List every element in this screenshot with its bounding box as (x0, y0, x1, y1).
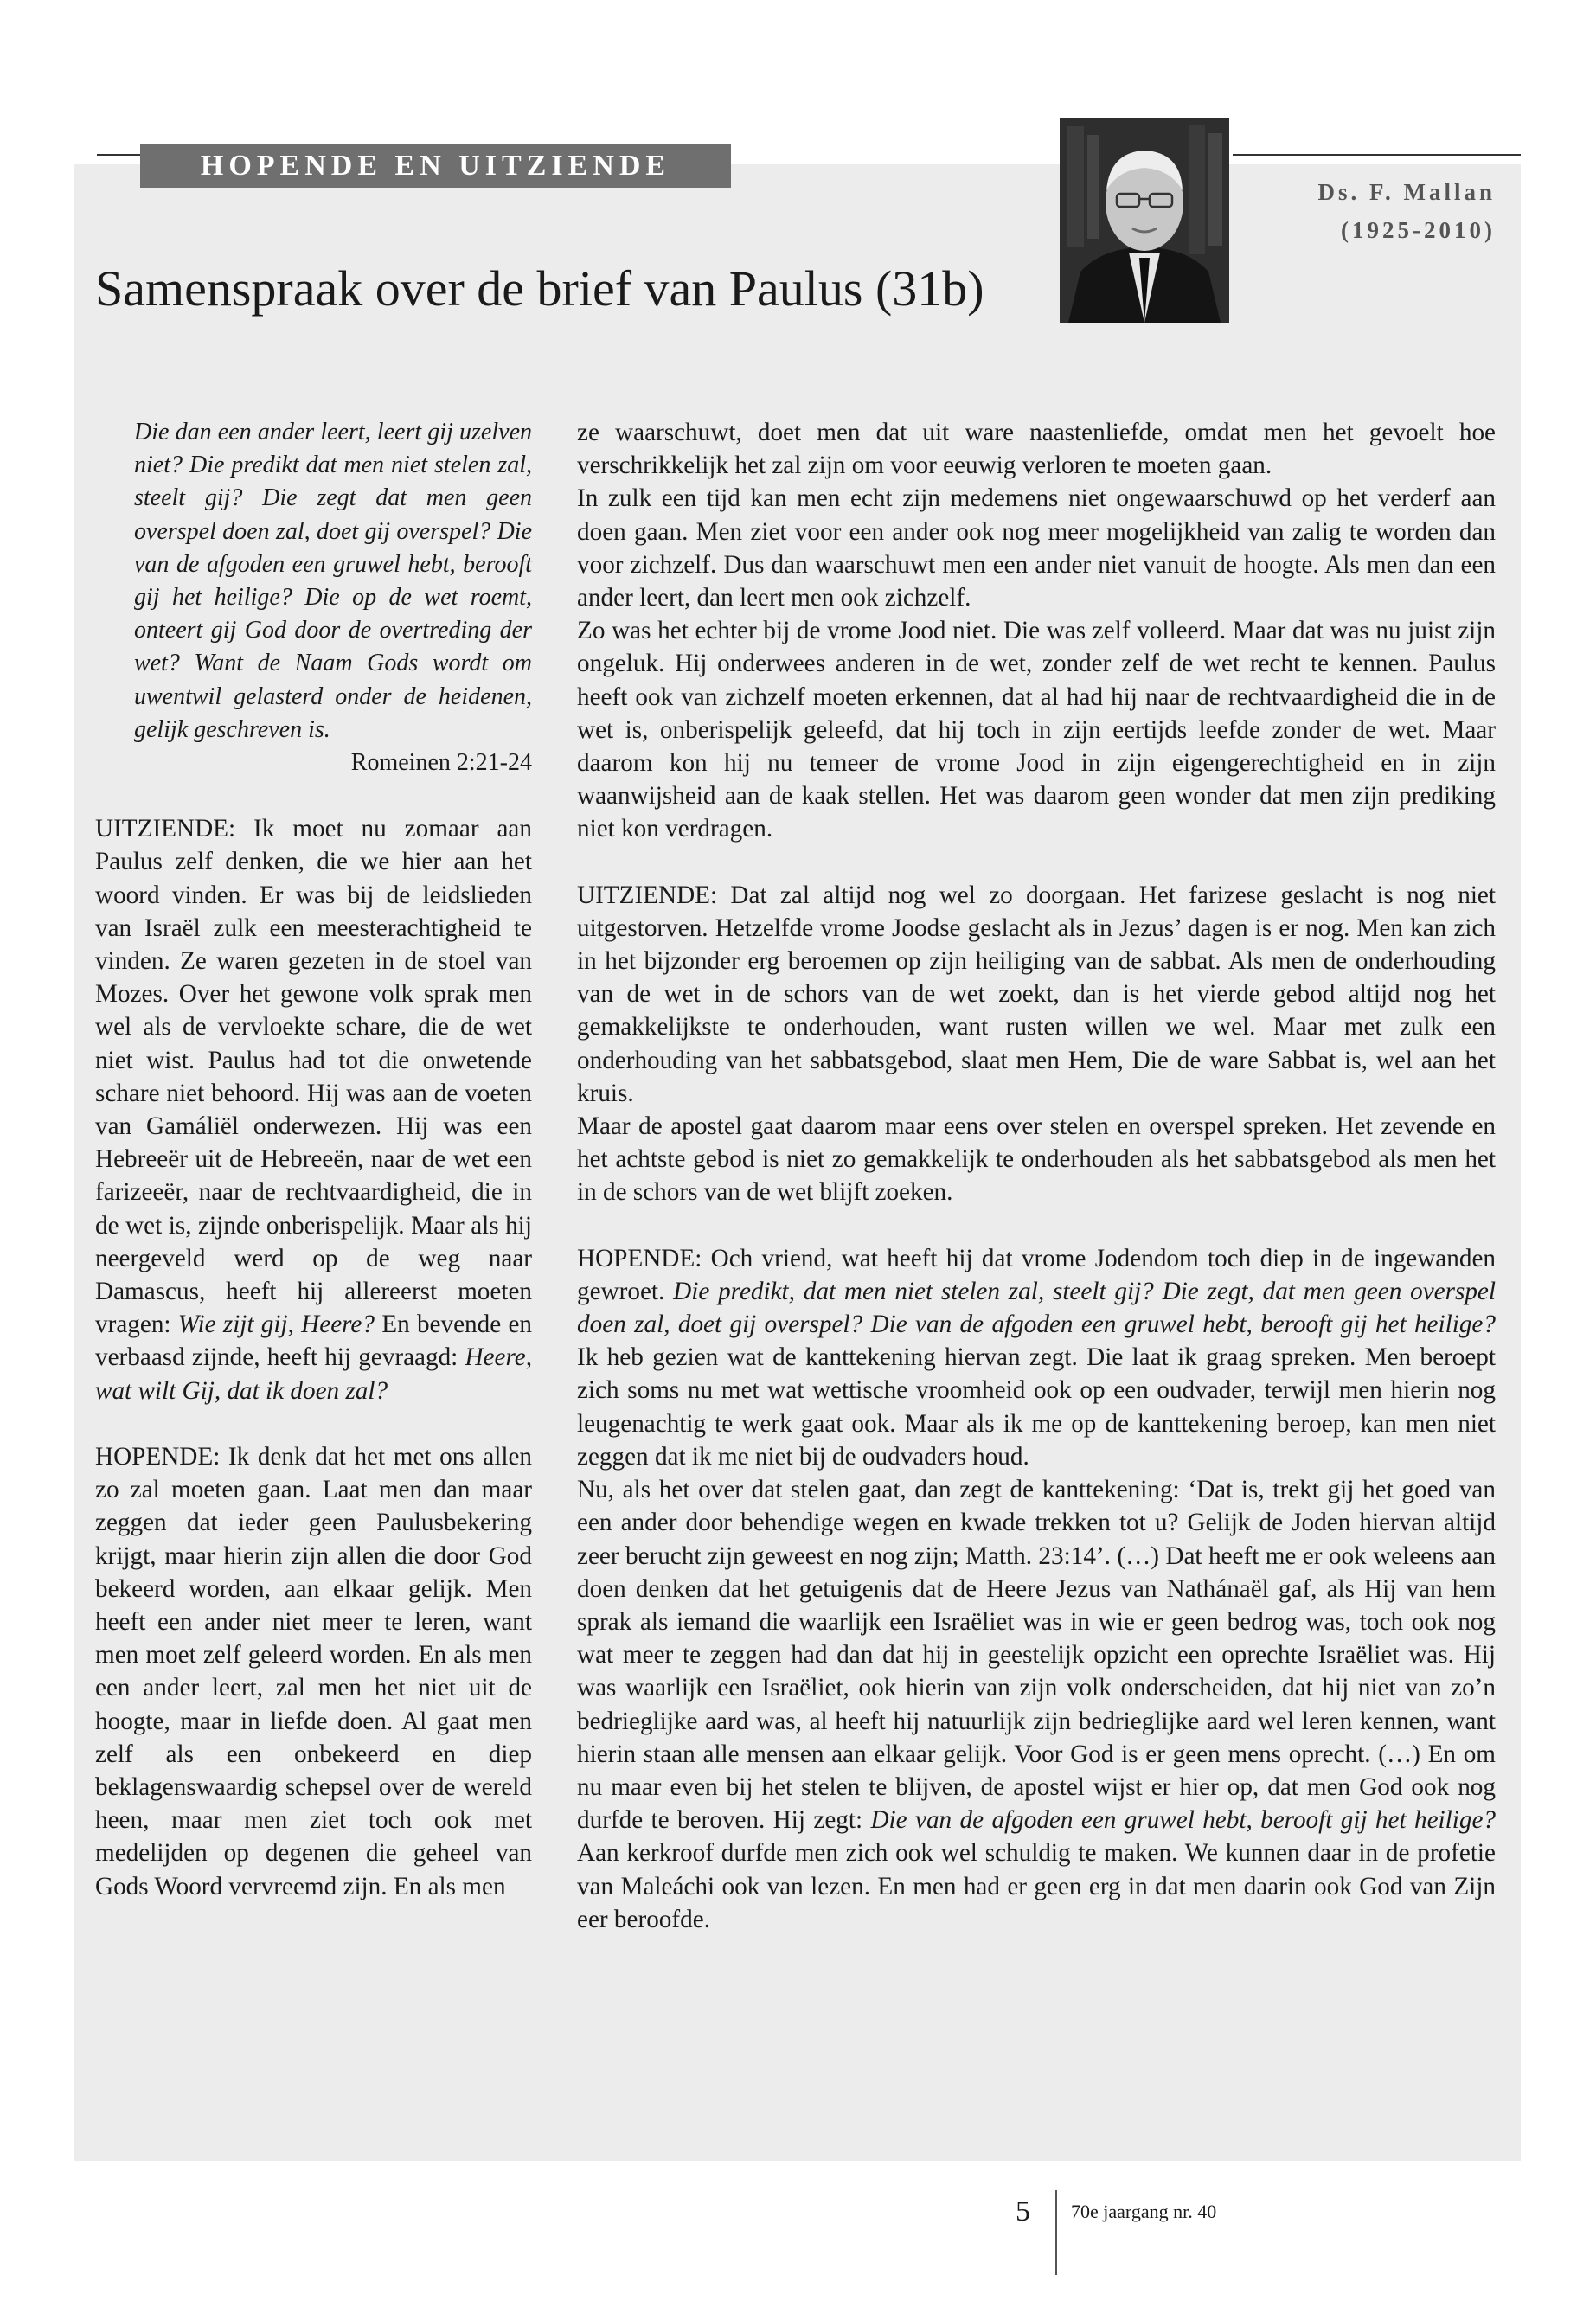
paragraph (577, 1473, 1496, 1936)
paragraph-quote: Heere, wat wilt Gij, dat ik doen zal? (95, 1343, 532, 1405)
scripture-quote: Die dan een ander leert, leert gij uzelven niet? Die predikt dat men niet stelen zal, steelt gij? Die zegt dat men geen overspel doen zal, doet gij overspel? Die van de afgoden een gruwel hebt, berooft gij het heilige? Die op de wet roemt, onteert gij God door de overtreding der wet? Want de Naam Gods wordt om uwentwil gelasterd onder de heidenen, gelijk geschreven is. (134, 419, 532, 743)
paragraph-quote: Wie zijt gij, Heere? (177, 1311, 375, 1339)
paragraph: ze waarschuwt, doet men dat uit ware naastenliefde, omdat men het gevoelt hoe verschrikkelijk het zal zijn om voor eeuwig verloren te moeten gaan. (577, 419, 1496, 480)
issue-info: 70e jaargang nr. 40 (1071, 2201, 1217, 2222)
paragraph-quote: Die van de afgoden een gruwel hebt, berooft gij het heilige? (870, 1806, 1496, 1835)
paragraph-text: Aan kerkroof durfde men zich ook wel schuldig te maken. We kunnen daar in de profetie van Maleáchi ook van lezen. En men had er geen erg in dat men daarin ook God van Zijn eer beroofde. (577, 1839, 1496, 1933)
paragraph-text: Ik heb gezien wat de kanttekening hiervan zegt. Die laat ik graag spreken. Men beroept zich soms nu met wat wettische vroomheid ook op een oudvader, terwijl men hierin nog leugenachtig te werk gaat ook. Maar als ik me op de kanttekening beroep, kan men niet zeggen dat ik me niet bij de oudvaders houd. (577, 1343, 1496, 1471)
page-number: 5 (1016, 2195, 1030, 2227)
paragraph: Zo was het echter bij de vrome Jood niet. Die was zelf volleerd. Maar dat was nu juist zijn ongeluk. Hij onderwees anderen in de wet, zonder zelf de wet recht te kennen. Paulus heeft ook van zichzelf moeten erkennen, dat al had hij naar de rechtvaardigheid die in de wet is, onberispelijk geleefd, dat hij toch in zijn eertijds leefde zonder de wet. Maar daarom kon hij nu temeer de vrome Jood in zijn eigengerechtigheid en in zijn waanwijsheid aan de kaak stellen. Het was daarom geen wonder dat men zijn prediking niet kon verdragen. (577, 617, 1496, 843)
left-column (95, 416, 532, 1903)
header-rule-right (1233, 154, 1521, 156)
paragraph: In zulk een tijd kan men echt zijn medemens niet ongewaarschuwd op het verderf aan doen gaan. Men ziet voor een ander ook nog meer mogelijkheid van zalig te worden dan voor zichzelf. Dus dan waarschuwt men een ander niet vanuit de hoogte. Als men dan een ander leert, dan leert men ook zichzelf. (577, 484, 1496, 612)
paragraph-text: HOPENDE: Och vriend, wat heeft hij dat vrome Jodendom toch diep in de ingewanden gewroet. (577, 1244, 1496, 1305)
right-column (577, 416, 1496, 1936)
author-years: (1925-2010) (1341, 217, 1496, 243)
paragraph-text: UITZIENDE: Ik moet nu zomaar aan Paulus zelf denken, die we hier aan het woord vinden. Er was bij de leidslieden van Israël zulk een meesterachtigheid te vinden. Ze waren gezeten in de stoel van Mozes. Over het gewone volk sprak men wel als de vervloekte schare, die de wet niet wist. Paulus had tot die onwetende schare niet behoord. Hij was aan de voeten van Gamáliël onderwezen. Hij was een Hebreeër uit de Hebreeën, naar de wet een farizeeër, naar de rechtvaardigheid, die in de wet is, zijnde onberispelijk. Maar als hij neergeveld werd op de weg naar Damascus, heeft hij allereerst moeten vragen: (95, 815, 532, 1339)
paragraph: UITZIENDE: Dat zal altijd nog wel zo doorgaan. Het farizese geslacht is nog niet uitgestorven. Hetzelfde vrome Joodse geslacht als in Jezus’ dagen is er nog. Men kan zich in het bijzonder erg beroemen op zijn heiliging van de sabbat. Als men de onderhouding van de wet in de schors van de wet zoekt, dan is het vierde gebod altijd nog het gemakkelijkste te onderhouden, want rusten willen we wel. Maar met zulk een onderhouding van het sabbatsgebod, slaat men Hem, Die de ware Sabbat is, wel aan het kruis. (577, 881, 1496, 1107)
paragraph-quote: Die predikt, dat men niet stelen zal, steelt gij? Die zegt, dat men geen overspel doen zal, doet gij overspel? Die van de afgoden een gruwel hebt, berooft gij het heilige? (577, 1277, 1497, 1339)
paragraph (577, 1242, 1496, 1473)
scripture-reference: Romeinen 2:21-24 (350, 749, 532, 777)
paragraph-text: En bevende en verbaasd zijnde, heeft hij gevraagd: (95, 1311, 532, 1372)
article-title: Samenspraak over de brief van Paulus (31b) (95, 260, 984, 317)
footer-rule (1055, 2190, 1057, 2275)
paragraph: HOPENDE: Ik denk dat het met ons allen zo zal moeten gaan. Laat men dan maar zeggen dat ieder geen Paulusbekering krijgt, maar hierin zijn allen die door God bekeerd worden, aan elkaar gelijk. Men heeft een ander niet meer te leren, want men moet zelf geleerd worden. En als men een ander leert, zal men het niet uit de hoogte, maar in liefde doen. Al gaat men zelf als een onbekeerd en diep beklagenswaardig schepsel over de wereld heen, maar men ziet toch ook met medelijden op degenen die geheel van Gods Woord vervreemd zijn. En als men (95, 1442, 532, 1900)
author-byline (1317, 173, 1496, 249)
author-name: Ds. F. Mallan (1317, 179, 1496, 205)
paragraph: Maar de apostel gaat daarom maar eens over stelen en overspel spreken. Het zevende en het achtste gebod is niet zo gemakkelijk te onderhouden als het sabbatsgebod als men het in de schors van de wet blijft zoeken. (577, 1112, 1496, 1207)
page-footer (943, 2182, 1217, 2275)
header-rule-left (97, 154, 140, 156)
author-photo (1060, 118, 1229, 323)
paragraph (95, 812, 532, 1407)
paragraph-text: Nu, als het over dat stelen gaat, dan zegt de kanttekening: ‘Dat is, trekt gij het goed van een ander door behendige wegen en kwade trekken tot u? Gelijk de Joden hiervan altijd zeer berucht zijn geweest en nog zijn; Matth. 23:14’. (…) Dat heeft me er ook weleens aan doen denken dat het getuigenis dat de Heere Jezus van Nathánaël gaf, als Hij van hem sprak als iemand die waarlijk een Israëliet was in wie er geen bedrog was, toch ook nog wat meer te zeggen had dan dat hij in geestelijk opzicht een oprechte Israëliet was. Hij was waarlijk een Israëliet, ook hierin van zijn volk onderscheiden, dat hij niet van zo’n bedrieglijke aard was, al heeft hij natuurlijk zijn bedrieglijke aard wel leren kennen, want hierin staan alle mensen aan elkaar gelijk. Voor God is er geen mens oprecht. (…) En om nu maar even bij het stelen te blijven, de apostel wijst er hier op, dat men God ook nog durfde te beroven. Hij zegt: (577, 1476, 1496, 1835)
section-label: HOPENDE EN UITZIENDE (140, 144, 731, 188)
